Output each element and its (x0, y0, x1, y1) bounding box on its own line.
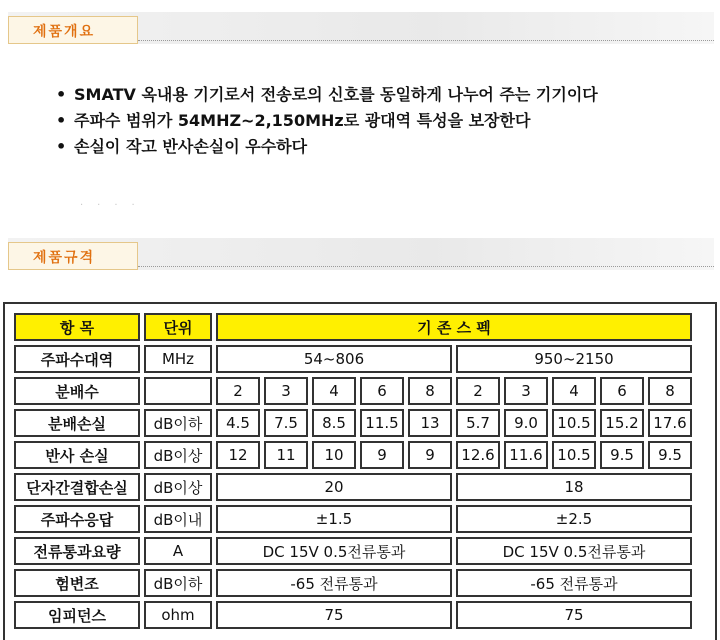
table-row (14, 473, 692, 501)
list-item (56, 108, 598, 134)
table-row (14, 409, 692, 437)
row-label: 임피던스 (14, 601, 140, 629)
header-divider (138, 40, 714, 41)
bullet-icon: • (56, 137, 67, 156)
list-item (56, 82, 598, 108)
cell-high-band: 950~2150 (456, 345, 692, 373)
table-cell: 9.5 (600, 441, 644, 469)
table-cell: 4.5 (216, 409, 260, 437)
cell-low-band: 20 (216, 473, 452, 501)
row-unit: MHz (144, 345, 212, 373)
row-label: 단자간결합손실 (14, 473, 140, 501)
table-cell: 7.5 (264, 409, 308, 437)
table-cell: 15.2 (600, 409, 644, 437)
table-cell: 6 (600, 377, 644, 405)
table-row (14, 505, 692, 533)
bullet-icon: • (56, 85, 67, 104)
spec-title: 제품규격 (33, 250, 96, 266)
bullet-text: 주파수 범위가 54MHZ~2,150MHz로 광대역 특성을 보장한다 (74, 111, 531, 130)
cell-low-band: 54~806 (216, 345, 452, 373)
table-cell: 10 (312, 441, 356, 469)
table-row (14, 537, 692, 565)
table-cell: 8 (408, 377, 452, 405)
row-unit: dB이하 (144, 569, 212, 597)
table-cell: 17.6 (648, 409, 692, 437)
header-divider (138, 266, 714, 267)
table-cell: 10.5 (552, 409, 596, 437)
table-row (14, 601, 692, 629)
table-cell: 6 (360, 377, 404, 405)
list-item (56, 134, 598, 160)
row-unit: dB이상 (144, 441, 212, 469)
row-label: 전류통과요량 (14, 537, 140, 565)
table-cell: 4 (312, 377, 356, 405)
table-cell: 5.7 (456, 409, 500, 437)
table-cell: 13 (408, 409, 452, 437)
table-row (14, 345, 692, 373)
table-cell: 3 (264, 377, 308, 405)
table-header-row (14, 313, 692, 341)
table-cell: 10.5 (552, 441, 596, 469)
cell-low-band: -65 전류통과 (216, 569, 452, 597)
row-label: 분배수 (14, 377, 140, 405)
table-cell: 9 (360, 441, 404, 469)
spec-tab (8, 242, 138, 270)
row-unit: A (144, 537, 212, 565)
table-cell: 11.6 (504, 441, 548, 469)
bullet-text: 손실이 작고 반사손실이 우수하다 (74, 137, 308, 156)
cell-low-band: ±1.5 (216, 505, 452, 533)
cell-low-band: 75 (216, 601, 452, 629)
row-label: 험변조 (14, 569, 140, 597)
overview-tab (8, 16, 138, 44)
table-cell: 12.6 (456, 441, 500, 469)
row-unit (144, 377, 212, 405)
bullet-text: SMATV 옥내용 기기로서 전송로의 신호를 동일하게 나누어 주는 기기이다 (74, 85, 598, 104)
row-unit: dB이내 (144, 505, 212, 533)
spec-section-header (8, 238, 714, 272)
table-cell: 11.5 (360, 409, 404, 437)
header-spec: 기 존 스 펙 (216, 313, 692, 341)
row-label: 분배손실 (14, 409, 140, 437)
cell-high-band: ±2.5 (456, 505, 692, 533)
table-cell: 3 (504, 377, 548, 405)
overview-title: 제품개요 (33, 24, 96, 40)
bullet-icon: • (56, 111, 67, 130)
header-item: 항 목 (14, 313, 140, 341)
table-cell: 9.5 (648, 441, 692, 469)
table-cell: 9 (408, 441, 452, 469)
overview-section-header (8, 12, 714, 46)
table-row (14, 569, 692, 597)
overview-list (56, 82, 598, 160)
decorative-dots: ···· (80, 200, 149, 211)
table-row (14, 377, 692, 405)
table-cell: 2 (216, 377, 260, 405)
table-cell: 11 (264, 441, 308, 469)
row-unit: dB이상 (144, 473, 212, 501)
cell-high-band: -65 전류통과 (456, 569, 692, 597)
row-label: 주파수응답 (14, 505, 140, 533)
spec-table (10, 309, 696, 633)
spec-table-frame (3, 302, 717, 640)
row-unit: dB이하 (144, 409, 212, 437)
table-row (14, 441, 692, 469)
table-cell: 4 (552, 377, 596, 405)
cell-low-band: DC 15V 0.5전류통과 (216, 537, 452, 565)
header-unit: 단위 (144, 313, 212, 341)
cell-high-band: DC 15V 0.5전류통과 (456, 537, 692, 565)
row-label: 반사 손실 (14, 441, 140, 469)
table-cell: 12 (216, 441, 260, 469)
table-cell: 9.0 (504, 409, 548, 437)
table-cell: 8 (648, 377, 692, 405)
row-label: 주파수대역 (14, 345, 140, 373)
cell-high-band: 75 (456, 601, 692, 629)
table-cell: 2 (456, 377, 500, 405)
row-unit: ohm (144, 601, 212, 629)
cell-high-band: 18 (456, 473, 692, 501)
table-cell: 8.5 (312, 409, 356, 437)
